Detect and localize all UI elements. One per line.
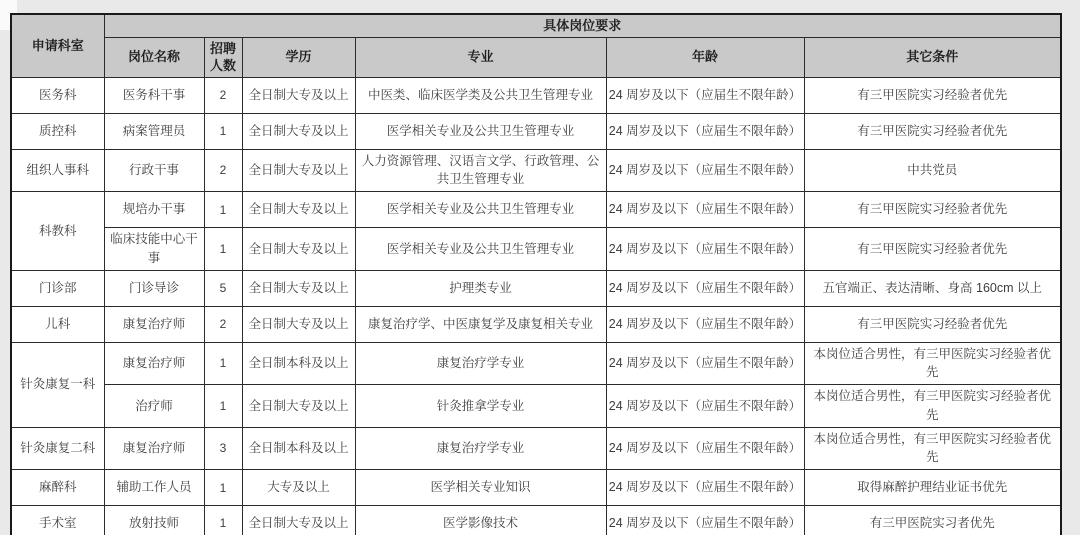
age-cell: 24 周岁及以下（应届生不限年龄） [606,342,804,385]
dept-cell: 手术室 [11,506,104,535]
other-cell: 中共党员 [804,149,1061,192]
education-cell: 全日制大专及以上 [242,506,355,535]
major-cell: 人力资源管理、汉语言文学、行政管理、公共卫生管理专业 [355,149,606,192]
major-cell: 康复治疗学专业 [355,342,606,385]
other-cell: 有三甲医院实习经验者优先 [804,77,1061,113]
age-cell: 24 周岁及以下（应届生不限年龄） [606,77,804,113]
count-cell: 5 [204,270,242,306]
position-cell: 病案管理员 [104,113,204,149]
education-cell: 全日制本科及以上 [242,427,355,470]
col-header-count: 招聘人数 [204,37,242,77]
count-cell: 3 [204,427,242,470]
dept-cell: 针灸康复二科 [11,427,104,470]
dept-cell: 医务科 [11,77,104,113]
col-header-requirements-group: 具体岗位要求 [104,14,1061,37]
position-cell: 行政干事 [104,149,204,192]
count-cell: 1 [204,113,242,149]
position-cell: 临床技能中心干事 [104,228,204,271]
position-cell: 康复治疗师 [104,427,204,470]
position-cell: 治疗师 [104,385,204,428]
position-cell: 辅助工作人员 [104,470,204,506]
col-header-education: 学历 [242,37,355,77]
age-cell: 24 周岁及以下（应届生不限年龄） [606,506,804,535]
dept-cell: 组织人事科 [11,149,104,192]
age-cell: 24 周岁及以下（应届生不限年龄） [606,306,804,342]
age-cell: 24 周岁及以下（应届生不限年龄） [606,113,804,149]
age-cell: 24 周岁及以下（应届生不限年龄） [606,228,804,271]
other-cell: 有三甲医院实习经验者优先 [804,192,1061,228]
position-cell: 放射技师 [104,506,204,535]
count-cell: 2 [204,77,242,113]
col-header-position: 岗位名称 [104,37,204,77]
other-cell: 有三甲医院实习经验者优先 [804,113,1061,149]
other-cell: 五官端正、表达清晰、身高 160cm 以上 [804,270,1061,306]
age-cell: 24 周岁及以下（应届生不限年龄） [606,149,804,192]
table-row [11,342,1061,385]
major-cell: 医学相关专业知识 [355,470,606,506]
age-cell: 24 周岁及以下（应届生不限年龄） [606,427,804,470]
header-row-top [11,14,1061,37]
education-cell: 全日制大专及以上 [242,228,355,271]
age-cell: 24 周岁及以下（应届生不限年龄） [606,270,804,306]
age-cell: 24 周岁及以下（应届生不限年龄） [606,470,804,506]
major-cell: 医学相关专业及公共卫生管理专业 [355,192,606,228]
count-cell: 2 [204,149,242,192]
count-cell: 1 [204,470,242,506]
position-cell: 医务科干事 [104,77,204,113]
other-cell: 本岗位适合男性，有三甲医院实习经验者优先 [804,427,1061,470]
header-row-sub [11,37,1061,77]
table-row [11,385,1061,428]
table-row [11,77,1061,113]
major-cell: 康复治疗学、中医康复学及康复相关专业 [355,306,606,342]
major-cell: 医学相关专业及公共卫生管理专业 [355,228,606,271]
count-cell: 1 [204,192,242,228]
table-row [11,113,1061,149]
table-row [11,149,1061,192]
col-header-dept: 申请科室 [11,14,104,77]
dept-cell: 针灸康复一科 [11,342,104,427]
education-cell: 全日制大专及以上 [242,385,355,428]
education-cell: 全日制大专及以上 [242,306,355,342]
dept-cell: 门诊部 [11,270,104,306]
dept-cell: 科教科 [11,192,104,271]
table-body [11,77,1061,535]
major-cell: 针灸推拿学专业 [355,385,606,428]
education-cell: 全日制大专及以上 [242,270,355,306]
count-cell: 1 [204,385,242,428]
count-cell: 1 [204,228,242,271]
education-cell: 全日制大专及以上 [242,149,355,192]
job-requirements-table [10,13,1062,535]
major-cell: 医学影像技术 [355,506,606,535]
col-header-other: 其它条件 [804,37,1061,77]
dept-cell: 质控科 [11,113,104,149]
table-header [11,14,1061,77]
other-cell: 有三甲医院实习经验者优先 [804,228,1061,271]
count-cell: 2 [204,306,242,342]
other-cell: 本岗位适合男性，有三甲医院实习经验者优先 [804,342,1061,385]
major-cell: 中医类、临床医学类及公共卫生管理专业 [355,77,606,113]
position-cell: 规培办干事 [104,192,204,228]
position-cell: 康复治疗师 [104,306,204,342]
other-cell: 有三甲医院实习经验者优先 [804,306,1061,342]
age-cell: 24 周岁及以下（应届生不限年龄） [606,192,804,228]
dept-cell: 麻醉科 [11,470,104,506]
col-header-age: 年龄 [606,37,804,77]
education-cell: 大专及以上 [242,470,355,506]
major-cell: 护理类专业 [355,270,606,306]
age-cell: 24 周岁及以下（应届生不限年龄） [606,385,804,428]
education-cell: 全日制大专及以上 [242,192,355,228]
count-cell: 1 [204,506,242,535]
education-cell: 全日制大专及以上 [242,113,355,149]
count-cell: 1 [204,342,242,385]
col-header-major: 专业 [355,37,606,77]
table-row [11,470,1061,506]
other-cell: 有三甲医院实习者优先 [804,506,1061,535]
other-cell: 本岗位适合男性，有三甲医院实习经验者优先 [804,385,1061,428]
table-row [11,427,1061,470]
education-cell: 全日制本科及以上 [242,342,355,385]
position-cell: 门诊导诊 [104,270,204,306]
other-cell: 取得麻醉护理结业证书优先 [804,470,1061,506]
table-row [11,506,1061,535]
major-cell: 医学相关专业及公共卫生管理专业 [355,113,606,149]
dept-cell: 儿科 [11,306,104,342]
position-cell: 康复治疗师 [104,342,204,385]
table-row [11,306,1061,342]
table-row [11,192,1061,228]
table-row [11,270,1061,306]
education-cell: 全日制大专及以上 [242,77,355,113]
table-row [11,228,1061,271]
major-cell: 康复治疗学专业 [355,427,606,470]
